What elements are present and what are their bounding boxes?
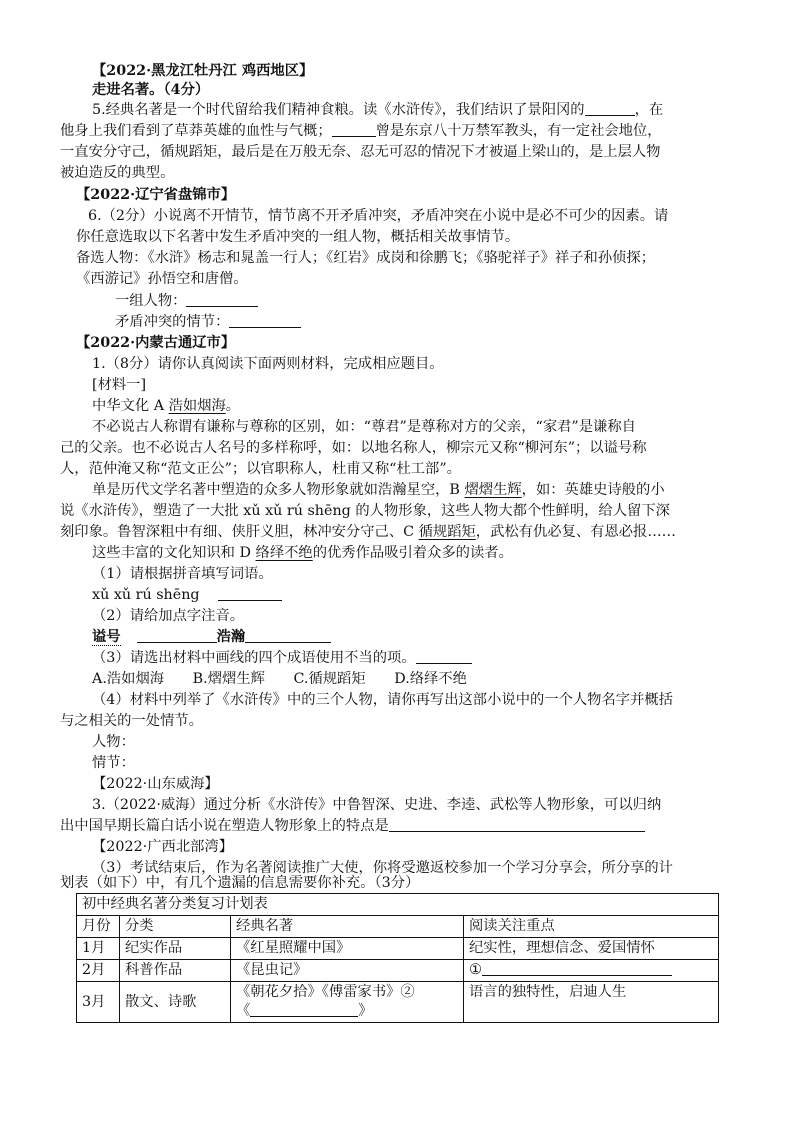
question-6-line-3: 备选人物：《水浒》杨志和晁盖一行人；《红岩》成岗和徐鹏飞；《骆驼祥子》祥子和孙侦探； [76, 250, 656, 266]
table-header-row [77, 916, 719, 938]
sub-question-3-options: A.浩如烟海 B.熠熠生辉 C.循规蹈矩 D.络绎不绝 [92, 671, 467, 687]
cell-focus: ① [464, 960, 719, 982]
answer-blank[interactable] [186, 293, 258, 307]
table-row [77, 982, 719, 1023]
question-6-line-1: 6.（2分）小说离不开情节，情节离不开矛盾冲突，矛盾冲突在小说中是必不可少的因素。请 [88, 208, 669, 224]
answer-blank[interactable] [137, 629, 217, 643]
answer-blank[interactable] [585, 102, 635, 116]
review-plan-table [76, 893, 719, 1023]
answer-blank[interactable] [229, 314, 301, 328]
material-line: 己的父亲。也不必说古人名号的多样称呼，如：以地名称人，柳宗元又称“柳河东”；以谥号称 [60, 440, 647, 456]
material-line: 单是历代文学名著中塑造的众多人物形象就如浩瀚星空，B 熠熠生辉，如：英雄史诗般的小 [92, 482, 665, 498]
section-header-neimenggu: 【2022·内蒙古通辽市】 [76, 335, 236, 351]
cell-category: 科普作品 [120, 960, 231, 982]
answer-plot-label: 情节： [92, 755, 135, 771]
answer-blank[interactable] [218, 587, 282, 601]
question-5-line-3: 一直安分守己，循规蹈矩，最后是在万般无奈、忍无可忍的情况下才被逼上梁山的，是上层人物 [60, 144, 661, 160]
table-row [77, 938, 719, 960]
header-focus: 阅读关注重点 [464, 916, 719, 938]
header-category: 分类 [120, 916, 231, 938]
question-1-prompt: 1.（8分）请你认真阅读下面两则材料，完成相应题目。 [92, 356, 444, 372]
sub-question-2-words: 谥号 浩瀚 [92, 628, 331, 647]
section-header-shandong: 【2022·山东威海】 [92, 776, 219, 792]
sub-question-1: （1）请根据拼音填写词语。 [92, 566, 273, 582]
answer-blank[interactable] [250, 1003, 358, 1017]
section-title: 走进名著。（4分） [92, 82, 210, 98]
answer-blank[interactable] [416, 650, 472, 664]
question-5-line-4: 被迫造反的典型。 [60, 165, 175, 181]
answer-blank[interactable] [332, 123, 376, 137]
table-row [77, 960, 719, 982]
question-3-plan-line-1: （3）考试结束后，作为名著阅读推广大使，你将受邀返校参加一个学习分享会，所分享的计 [92, 860, 673, 876]
answer-character-label: 人物： [92, 734, 135, 750]
question-6-line-2: 你任意选取以下名著中发生矛盾冲突的一组人物，概括相关故事情节。 [76, 229, 520, 245]
sub-question-3: （3）请选出材料中画线的四个成语使用不当的项。 [92, 649, 472, 668]
cell-focus: 语言的独特性，启迪人生 [464, 982, 719, 1023]
cell-classic: 《朝花夕拾》《傅雷家书》② 《 》 [231, 982, 464, 1023]
cell-focus: 纪实性，理想信念、爱国情怀 [464, 938, 719, 960]
cell-month: 3月 [77, 982, 120, 1023]
sub-question-4-line-2: 与之相关的一处情节。 [60, 713, 203, 729]
answer-blank[interactable] [245, 629, 331, 643]
table-caption: 初中经典名著分类复习计划表 [77, 894, 719, 916]
material-line: 人，范仲淹又称“范文正公”；以官职称人，杜甫又称“杜工部”。 [60, 461, 461, 477]
question-3-line-2: 出中国早期长篇白话小说在塑造人物形象上的特点是 [60, 817, 645, 836]
answer-blank[interactable] [482, 962, 672, 976]
question-6-answer-plot: 矛盾冲突的情节： [115, 313, 301, 332]
cell-classic: 《红星照耀中国》 [231, 938, 464, 960]
question-6-answer-characters: 一组人物： [115, 292, 258, 311]
question-6-line-4: 《西游记》孙悟空和唐僧。 [76, 271, 248, 287]
question-3-line-1: 3.（2022·威海）通过分析《水浒传》中鲁智深、史进、李逵、武松等人物形象，可以归纳 [92, 797, 662, 813]
cell-month: 2月 [77, 960, 120, 982]
section-header-guangxi: 【2022·广西北部湾】 [92, 839, 234, 855]
sub-question-4-line-1: （4）材料中列举了《水浒传》中的三个人物，请你再写出这部小说中的一个人物名字并概括 [92, 692, 673, 708]
material-line: 说《水浒传》，塑造了一大批 xǔ xǔ rú shēng 的人物形象，这些人物大都个性鲜明，给人留下深 [60, 503, 670, 519]
answer-blank[interactable] [389, 818, 645, 832]
material-line: 不必说古人称谓有谦称与尊称的区别，如：“尊君”是尊称对方的父亲，“家君”是谦称自 [92, 419, 636, 435]
sub-question-1-pinyin: xǔ xǔ rú shēng [92, 586, 282, 605]
header-classic: 经典名著 [231, 916, 464, 938]
material-label: [材料一] [92, 377, 147, 393]
header-month: 月份 [77, 916, 120, 938]
question-5-line-2: 他身上我们看到了草莽英雄的血性与气概； 曾是东京八十万禁军教头，有一定社会地位， [60, 123, 662, 139]
question-3-plan-line-2: 划表（如下）中，有几个遗漏的信息需要你补充。（3分） [60, 875, 420, 891]
section-header-liaoning: 【2022·辽宁省盘锦市】 [76, 187, 236, 203]
question-5-line-1: 5.经典名著是一个时代留给我们精神食粮。读《水浒传》，我们结识了景阳冈的 ，在 [92, 102, 664, 118]
material-line: 刻印象。鲁智深粗中有细、侠肝义胆，林冲安分守己、C 循规蹈矩，武松有仇必复、有恩必报…… [60, 524, 676, 540]
cell-category: 散文、诗歌 [120, 982, 231, 1023]
cell-month: 1月 [77, 938, 120, 960]
material-paragraph-1: 中华文化 A 浩如烟海。 [92, 398, 241, 414]
material-line: 这些丰富的文化知识和 D 络绎不绝的优秀作品吸引着众多的读者。 [92, 545, 513, 561]
sub-question-2: （2）请给加点字注音。 [92, 608, 245, 624]
cell-category: 纪实作品 [120, 938, 231, 960]
section-header-heilongjiang: 【2022·黑龙江牡丹江 鸡西地区】 [92, 63, 314, 79]
cell-classic: 《昆虫记》 [231, 960, 464, 982]
